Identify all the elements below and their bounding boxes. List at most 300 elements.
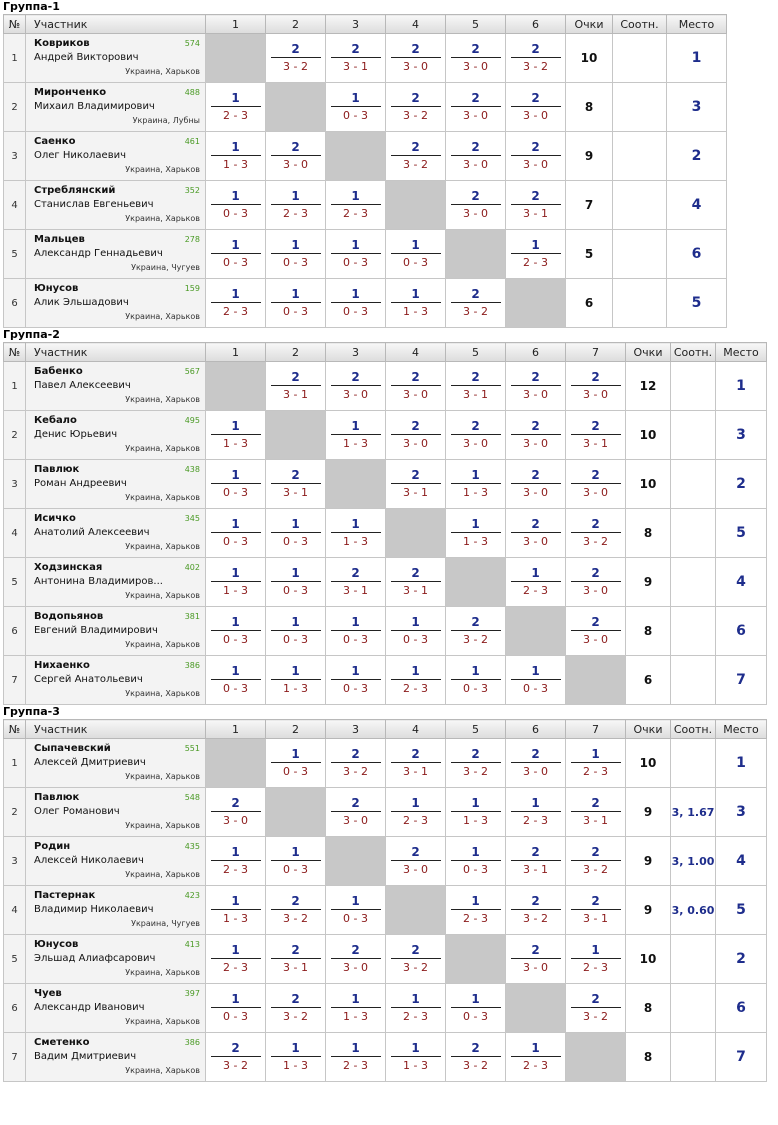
match-result-cell[interactable] xyxy=(386,607,446,656)
match-result-cell[interactable] xyxy=(326,656,386,705)
player-last-name[interactable]: Водопьянов xyxy=(34,611,104,622)
participant-cell[interactable] xyxy=(26,886,206,935)
match-result-cell[interactable] xyxy=(266,837,326,886)
match-result-cell[interactable] xyxy=(386,984,446,1033)
match-points: 2 xyxy=(451,369,501,386)
player-last-name[interactable]: Юнусов xyxy=(34,283,79,294)
col-header-place: Место xyxy=(667,15,727,34)
match-result-cell[interactable] xyxy=(506,837,566,886)
player-last-name[interactable]: Юнусов xyxy=(34,939,79,950)
match-sets: 3 - 2 xyxy=(403,158,428,171)
match-result-cell[interactable] xyxy=(506,509,566,558)
participant-cell[interactable] xyxy=(26,460,206,509)
player-row xyxy=(4,132,727,181)
ratio-cell xyxy=(671,1033,716,1082)
match-sets: 1 - 3 xyxy=(463,814,488,827)
match-result-cell[interactable] xyxy=(446,83,506,132)
match-score xyxy=(451,614,501,648)
match-result-cell[interactable] xyxy=(446,132,506,181)
match-score xyxy=(571,746,621,780)
match-result-cell[interactable] xyxy=(446,362,506,411)
participant-cell[interactable] xyxy=(26,1033,206,1082)
match-points: 1 xyxy=(511,795,561,812)
self-match-cell xyxy=(206,739,266,788)
player-last-name[interactable]: Кебало xyxy=(34,415,77,426)
match-score xyxy=(391,41,441,75)
match-result-cell[interactable] xyxy=(506,788,566,837)
match-result-cell[interactable] xyxy=(386,837,446,886)
player-city: Украина, Харьков xyxy=(125,689,200,698)
match-result-cell[interactable] xyxy=(566,509,626,558)
match-sets: 0 - 3 xyxy=(283,256,308,269)
match-result-cell[interactable] xyxy=(266,230,326,279)
self-match-cell xyxy=(446,558,506,607)
match-score xyxy=(271,942,321,976)
match-points: 1 xyxy=(331,237,381,254)
match-sets: 3 - 2 xyxy=(463,1059,488,1072)
match-points: 2 xyxy=(511,893,561,910)
participant-cell[interactable] xyxy=(26,837,206,886)
match-result-cell[interactable] xyxy=(206,607,266,656)
match-score xyxy=(571,565,621,599)
match-sets: 3 - 0 xyxy=(463,60,488,73)
match-result-cell[interactable] xyxy=(386,460,446,509)
match-result-cell[interactable] xyxy=(446,788,506,837)
match-sets: 3 - 0 xyxy=(523,765,548,778)
match-score xyxy=(211,139,261,173)
match-sets: 3 - 1 xyxy=(523,207,548,220)
match-result-cell[interactable] xyxy=(566,607,626,656)
match-sets: 1 - 3 xyxy=(223,158,248,171)
match-result-cell[interactable] xyxy=(266,362,326,411)
match-result-cell[interactable] xyxy=(506,1033,566,1082)
match-score xyxy=(271,991,321,1025)
participant-cell[interactable] xyxy=(26,607,206,656)
match-points: 1 xyxy=(331,614,381,631)
match-result-cell[interactable] xyxy=(206,837,266,886)
match-score xyxy=(511,139,561,173)
match-sets: 3 - 0 xyxy=(343,388,368,401)
participant-cell[interactable] xyxy=(26,739,206,788)
player-last-name[interactable]: Нихаенко xyxy=(34,660,90,671)
match-score xyxy=(271,746,321,780)
match-result-cell[interactable] xyxy=(386,411,446,460)
match-result-cell[interactable] xyxy=(326,558,386,607)
match-sets: 1 - 3 xyxy=(223,437,248,450)
match-score xyxy=(271,1040,321,1074)
match-result-cell[interactable] xyxy=(206,181,266,230)
match-result-cell[interactable] xyxy=(266,132,326,181)
match-result-cell[interactable] xyxy=(566,362,626,411)
place-cell: 3 xyxy=(716,411,767,460)
match-sets: 1 - 3 xyxy=(463,535,488,548)
ratio-cell xyxy=(671,607,716,656)
group-title: Группа-2 xyxy=(3,328,60,341)
match-points: 2 xyxy=(451,418,501,435)
match-result-cell[interactable] xyxy=(446,837,506,886)
match-score xyxy=(451,90,501,124)
player-last-name[interactable]: Сыпачевский xyxy=(34,743,111,754)
match-result-cell[interactable] xyxy=(506,558,566,607)
match-sets: 3 - 2 xyxy=(343,765,368,778)
points-cell: 12 xyxy=(626,362,671,411)
ratio-cell: 3, 1.00 xyxy=(671,837,716,886)
match-result-cell[interactable] xyxy=(206,509,266,558)
player-last-name[interactable]: Стреблянский xyxy=(34,185,116,196)
participant-cell[interactable] xyxy=(26,935,206,984)
match-result-cell[interactable] xyxy=(386,132,446,181)
col-header-place: Место xyxy=(716,720,767,739)
match-score xyxy=(391,286,441,320)
player-last-name[interactable]: Мальцев xyxy=(34,234,85,245)
match-sets: 3 - 0 xyxy=(403,60,428,73)
player-last-name[interactable]: Миронченко xyxy=(34,87,107,98)
match-points: 1 xyxy=(391,286,441,303)
points-cell: 10 xyxy=(626,460,671,509)
player-city: Украина, Харьков xyxy=(125,214,200,223)
match-result-cell[interactable] xyxy=(206,230,266,279)
match-result-cell[interactable] xyxy=(206,984,266,1033)
player-number: 6 xyxy=(4,607,26,656)
match-result-cell[interactable] xyxy=(326,279,386,328)
participant-cell[interactable] xyxy=(26,34,206,83)
participant-cell[interactable] xyxy=(26,411,206,460)
match-result-cell[interactable] xyxy=(506,935,566,984)
match-result-cell[interactable] xyxy=(266,984,326,1033)
match-points: 2 xyxy=(511,942,561,959)
match-result-cell[interactable] xyxy=(326,788,386,837)
participant-cell[interactable] xyxy=(26,558,206,607)
match-points: 2 xyxy=(511,41,561,58)
player-last-name[interactable]: Пастернак xyxy=(34,890,96,901)
points-cell: 8 xyxy=(626,607,671,656)
player-number: 5 xyxy=(4,935,26,984)
match-sets: 1 - 3 xyxy=(283,682,308,695)
col-header-opponent: 5 xyxy=(446,15,506,34)
match-result-cell[interactable] xyxy=(446,279,506,328)
match-result-cell[interactable] xyxy=(266,739,326,788)
player-last-name[interactable]: Саенко xyxy=(34,136,76,147)
match-points: 1 xyxy=(211,286,261,303)
player-rating: 488 xyxy=(184,88,200,97)
match-score xyxy=(391,795,441,829)
match-sets: 2 - 3 xyxy=(523,814,548,827)
match-result-cell[interactable] xyxy=(446,1033,506,1082)
match-result-cell[interactable] xyxy=(566,788,626,837)
match-result-cell[interactable] xyxy=(446,607,506,656)
match-result-cell[interactable] xyxy=(506,656,566,705)
match-result-cell[interactable] xyxy=(266,34,326,83)
match-result-cell[interactable] xyxy=(206,411,266,460)
match-score xyxy=(391,139,441,173)
match-points: 1 xyxy=(331,90,381,107)
match-points: 2 xyxy=(571,991,621,1008)
player-last-name[interactable]: Ковриков xyxy=(34,38,90,49)
match-result-cell[interactable] xyxy=(266,607,326,656)
match-sets: 0 - 3 xyxy=(403,633,428,646)
player-city: Украина, Харьков xyxy=(125,312,200,321)
match-result-cell[interactable] xyxy=(386,935,446,984)
match-result-cell[interactable] xyxy=(446,411,506,460)
match-sets: 2 - 3 xyxy=(403,682,428,695)
participant-cell[interactable] xyxy=(26,279,206,328)
match-result-cell[interactable] xyxy=(506,34,566,83)
participant-cell[interactable] xyxy=(26,656,206,705)
match-points: 2 xyxy=(391,844,441,861)
player-city: Украина, Чугуев xyxy=(131,919,200,928)
match-result-cell[interactable] xyxy=(326,34,386,83)
match-result-cell[interactable] xyxy=(566,984,626,1033)
points-cell: 10 xyxy=(626,739,671,788)
match-sets: 3 - 0 xyxy=(283,158,308,171)
match-score xyxy=(211,1040,261,1074)
player-last-name[interactable]: Исичко xyxy=(34,513,76,524)
match-result-cell[interactable] xyxy=(266,279,326,328)
player-city: Украина, Лубны xyxy=(132,116,200,125)
participant-cell[interactable] xyxy=(26,230,206,279)
match-result-cell[interactable] xyxy=(266,558,326,607)
match-result-cell[interactable] xyxy=(386,362,446,411)
match-score xyxy=(391,369,441,403)
match-result-cell[interactable] xyxy=(206,935,266,984)
col-header-place: Место xyxy=(716,343,767,362)
player-city: Украина, Харьков xyxy=(125,870,200,879)
player-row xyxy=(4,230,727,279)
player-number: 6 xyxy=(4,984,26,1033)
player-first-name: Алик Эльшадович xyxy=(34,297,129,308)
participant-cell[interactable] xyxy=(26,362,206,411)
match-result-cell[interactable] xyxy=(506,739,566,788)
match-sets: 3 - 0 xyxy=(463,109,488,122)
match-score xyxy=(451,41,501,75)
match-result-cell[interactable] xyxy=(326,1033,386,1082)
match-result-cell[interactable] xyxy=(206,279,266,328)
ratio-cell xyxy=(671,509,716,558)
match-result-cell[interactable] xyxy=(566,411,626,460)
match-result-cell[interactable] xyxy=(386,788,446,837)
points-cell: 6 xyxy=(566,279,613,328)
match-points: 2 xyxy=(271,467,321,484)
ratio-cell: 3, 0.60 xyxy=(671,886,716,935)
participant-cell[interactable] xyxy=(26,83,206,132)
match-sets: 2 - 3 xyxy=(523,256,548,269)
match-score xyxy=(451,795,501,829)
match-result-cell[interactable] xyxy=(566,837,626,886)
col-header-opponent: 4 xyxy=(386,343,446,362)
match-result-cell[interactable] xyxy=(506,411,566,460)
match-sets: 0 - 3 xyxy=(343,912,368,925)
match-result-cell[interactable] xyxy=(506,83,566,132)
match-result-cell[interactable] xyxy=(266,1033,326,1082)
player-last-name[interactable]: Чуев xyxy=(34,988,62,999)
player-number: 2 xyxy=(4,83,26,132)
participant-cell[interactable] xyxy=(26,181,206,230)
match-result-cell[interactable] xyxy=(206,558,266,607)
match-score xyxy=(211,893,261,927)
player-first-name: Анатолий Алексеевич xyxy=(34,527,150,538)
match-result-cell[interactable] xyxy=(446,739,506,788)
match-points: 2 xyxy=(331,369,381,386)
match-result-cell[interactable] xyxy=(446,181,506,230)
match-result-cell[interactable] xyxy=(326,607,386,656)
match-points: 1 xyxy=(331,991,381,1008)
match-result-cell[interactable] xyxy=(266,886,326,935)
match-result-cell[interactable] xyxy=(206,83,266,132)
match-result-cell[interactable] xyxy=(386,83,446,132)
player-last-name[interactable]: Родин xyxy=(34,841,71,852)
match-points: 2 xyxy=(511,467,561,484)
match-result-cell[interactable] xyxy=(386,739,446,788)
match-result-cell[interactable] xyxy=(506,181,566,230)
match-result-cell[interactable] xyxy=(326,230,386,279)
match-sets: 3 - 0 xyxy=(523,486,548,499)
match-result-cell[interactable] xyxy=(206,886,266,935)
match-result-cell[interactable] xyxy=(206,1033,266,1082)
match-result-cell[interactable] xyxy=(326,886,386,935)
match-result-cell[interactable] xyxy=(206,132,266,181)
match-result-cell[interactable] xyxy=(446,509,506,558)
match-points: 1 xyxy=(271,188,321,205)
match-points: 1 xyxy=(211,467,261,484)
participant-cell[interactable] xyxy=(26,984,206,1033)
player-first-name: Андрей Викторович xyxy=(34,52,139,63)
player-last-name[interactable]: Павлюк xyxy=(34,464,80,475)
match-sets: 3 - 1 xyxy=(403,486,428,499)
match-result-cell[interactable] xyxy=(386,558,446,607)
match-sets: 3 - 2 xyxy=(583,1010,608,1023)
player-last-name[interactable]: Ходзинская xyxy=(34,562,103,573)
col-header-opponent: 1 xyxy=(206,343,266,362)
match-score xyxy=(451,893,501,927)
player-last-name[interactable]: Павлюк xyxy=(34,792,80,803)
player-last-name[interactable]: Бабенко xyxy=(34,366,83,377)
place-cell: 7 xyxy=(716,1033,767,1082)
match-result-cell[interactable] xyxy=(446,886,506,935)
place-cell: 5 xyxy=(716,509,767,558)
match-result-cell[interactable] xyxy=(326,739,386,788)
player-row xyxy=(4,279,727,328)
match-score xyxy=(211,467,261,501)
match-result-cell[interactable] xyxy=(506,132,566,181)
match-score xyxy=(511,41,561,75)
match-sets: 3 - 0 xyxy=(583,388,608,401)
match-result-cell[interactable] xyxy=(326,411,386,460)
match-result-cell[interactable] xyxy=(446,34,506,83)
player-rating: 438 xyxy=(184,465,200,474)
match-points: 1 xyxy=(511,1040,561,1057)
match-result-cell[interactable] xyxy=(326,181,386,230)
match-result-cell[interactable] xyxy=(506,362,566,411)
match-result-cell[interactable] xyxy=(326,362,386,411)
match-result-cell[interactable] xyxy=(386,1033,446,1082)
match-sets: 1 - 3 xyxy=(223,912,248,925)
match-points: 2 xyxy=(391,369,441,386)
match-score xyxy=(271,139,321,173)
match-result-cell[interactable] xyxy=(566,739,626,788)
match-result-cell[interactable] xyxy=(446,656,506,705)
match-sets: 3 - 0 xyxy=(523,388,548,401)
place-cell: 1 xyxy=(716,362,767,411)
player-number: 1 xyxy=(4,739,26,788)
match-result-cell[interactable] xyxy=(206,656,266,705)
match-result-cell[interactable] xyxy=(506,886,566,935)
match-score xyxy=(451,991,501,1025)
match-score xyxy=(271,565,321,599)
player-number: 5 xyxy=(4,230,26,279)
match-sets: 0 - 3 xyxy=(403,256,428,269)
ratio-cell xyxy=(671,558,716,607)
match-result-cell[interactable] xyxy=(266,460,326,509)
match-result-cell[interactable] xyxy=(386,34,446,83)
match-result-cell[interactable] xyxy=(566,460,626,509)
match-sets: 3 - 1 xyxy=(583,437,608,450)
match-result-cell[interactable] xyxy=(266,509,326,558)
player-number: 4 xyxy=(4,509,26,558)
player-first-name: Вадим Дмитриевич xyxy=(34,1051,137,1062)
match-result-cell[interactable] xyxy=(326,984,386,1033)
match-result-cell[interactable] xyxy=(206,788,266,837)
match-score xyxy=(271,893,321,927)
match-score xyxy=(211,565,261,599)
match-result-cell[interactable] xyxy=(266,656,326,705)
match-score xyxy=(331,614,381,648)
match-result-cell[interactable] xyxy=(386,279,446,328)
match-score xyxy=(451,286,501,320)
match-points: 1 xyxy=(211,991,261,1008)
participant-cell[interactable] xyxy=(26,788,206,837)
match-result-cell[interactable] xyxy=(386,656,446,705)
match-result-cell[interactable] xyxy=(266,935,326,984)
match-score xyxy=(211,991,261,1025)
match-result-cell[interactable] xyxy=(446,984,506,1033)
match-sets: 1 - 3 xyxy=(463,486,488,499)
match-result-cell[interactable] xyxy=(446,460,506,509)
participant-cell[interactable] xyxy=(26,132,206,181)
col-header-participant: Участник xyxy=(26,720,206,739)
match-result-cell[interactable] xyxy=(506,460,566,509)
match-sets: 3 - 2 xyxy=(283,1010,308,1023)
match-points: 2 xyxy=(511,746,561,763)
match-points: 2 xyxy=(331,942,381,959)
match-result-cell[interactable] xyxy=(566,558,626,607)
match-result-cell[interactable] xyxy=(566,935,626,984)
match-points: 1 xyxy=(451,467,501,484)
match-sets: 3 - 0 xyxy=(523,961,548,974)
col-header-opponent: 7 xyxy=(566,343,626,362)
player-rating: 278 xyxy=(184,235,200,244)
match-score xyxy=(391,663,441,697)
match-result-cell[interactable] xyxy=(506,230,566,279)
match-sets: 0 - 3 xyxy=(223,1010,248,1023)
match-result-cell[interactable] xyxy=(266,181,326,230)
match-score xyxy=(331,991,381,1025)
match-result-cell[interactable] xyxy=(386,230,446,279)
match-result-cell[interactable] xyxy=(326,509,386,558)
match-sets: 3 - 2 xyxy=(463,633,488,646)
col-header-opponent: 4 xyxy=(386,720,446,739)
match-score xyxy=(211,844,261,878)
player-last-name[interactable]: Сметенко xyxy=(34,1037,90,1048)
match-result-cell[interactable] xyxy=(566,886,626,935)
col-header-opponent: 7 xyxy=(566,720,626,739)
match-result-cell[interactable] xyxy=(326,83,386,132)
match-sets: 3 - 2 xyxy=(523,912,548,925)
match-points: 2 xyxy=(451,188,501,205)
match-result-cell[interactable] xyxy=(326,935,386,984)
match-result-cell[interactable] xyxy=(206,460,266,509)
points-cell: 8 xyxy=(626,509,671,558)
participant-cell[interactable] xyxy=(26,509,206,558)
